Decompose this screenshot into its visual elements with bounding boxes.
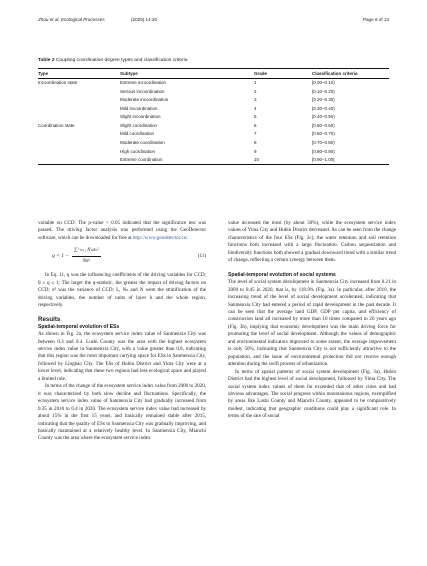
- table-cell-subtype: Serious incoordination: [120, 88, 165, 94]
- paragraph-ess-continued: value increased the most (by about 30%), while the ecosystem service index values of Yima City and Hubin District decreased. As can be seen from the change characteristics of the four ESs (Fig. 2c), the water retention and soil retention functions both increased with a large fluctuation. Carbon sequestration and biodiversity functions both showed a gradual downward trend with a similar trend of change, reflecting a certain synergy between them.: [228, 220, 396, 264]
- table-cell-criteria: [0.70–0.80): [312, 140, 335, 146]
- table-cell-type: [38, 104, 120, 113]
- table-cell-subtype: Moderate incoordination: [120, 97, 169, 103]
- table-row: [38, 147, 389, 156]
- table-cell-grade: 6: [254, 122, 257, 128]
- table-caption: [38, 58, 187, 63]
- table-cell-grade: 7: [254, 131, 257, 137]
- table-cell-type: [38, 96, 120, 105]
- journal-citation: Zhou et al. Ecological Processes: [38, 17, 105, 22]
- table-cell-grade: 10: [254, 156, 312, 165]
- table-header-row: [38, 69, 389, 79]
- table-cell-type: [38, 156, 120, 165]
- equation-lhs: q = 1 −: [52, 252, 70, 259]
- table-cell-grade: 5: [254, 114, 257, 120]
- table-row: [38, 96, 389, 105]
- paragraph-geodetector: variable on CCD. The p-value < 0.05 indicated that the significance test was passed. The driving factor analysis was performed using the GeoDetector software, which can be downloaded for free at http://www.geodetector.cn/.: [38, 220, 206, 241]
- equation-fraction: [72, 247, 101, 265]
- table-cell-subtype: Moderate coordination: [120, 140, 165, 146]
- classification-table: [38, 68, 389, 165]
- table-row: [38, 113, 389, 122]
- table-row: [38, 104, 389, 113]
- equation-denominator: Nσ²: [82, 258, 90, 264]
- table-cell-grade: 4: [254, 105, 257, 111]
- table-cell-type: Incoordination state: [38, 79, 78, 85]
- table-cell-type: Coordination state: [38, 122, 75, 128]
- table-cell-subtype: High coordination: [120, 148, 156, 154]
- equation-11: [38, 244, 206, 268]
- table-cell-subtype: Mild incoordination: [120, 105, 158, 111]
- subsection-heading-social: Spatial-temporal evolution of social systems: [228, 271, 336, 278]
- table-cell-criteria: [0.10–0.20): [312, 88, 335, 94]
- table-cell-subtype: Slight coordination: [120, 122, 158, 128]
- table-cell-criteria: [0.00–0.10): [312, 79, 335, 85]
- table-cell-criteria: [0.20–0.30): [312, 97, 335, 103]
- paragraph-ess-spatial: As shown in Fig. 2a, the ecosystem service index value of Sanmenxia City was between 0.3 and 0.4. Lushi County was the area with the highest ecosystem service index value in Sanmenxia City, with a value greater than 0.8, indicating that this region was the most important carrying space for ESs in Sanmenxia City, followed by Lingbao City. The ESs of Hubin District and Yima City were at a lower level, indicating that these two regions had less ecological space and played a limited role.: [38, 331, 206, 382]
- table-row: [38, 139, 389, 148]
- table-row: [38, 87, 389, 96]
- table-cell-subtype: Slight incoordination: [120, 114, 161, 120]
- table-cell-subtype: Extreme incoordination: [120, 79, 167, 85]
- running-header: [38, 17, 389, 27]
- table-cell-grade: 1: [254, 79, 257, 85]
- table-row: [38, 78, 389, 87]
- section-heading-results: Results: [38, 315, 61, 323]
- table-caption-text: Coupling coordination degree types and classification criteria: [55, 58, 188, 63]
- equation-numerator: ∑ᴸₕ₌₁ Nₕσₕ²: [72, 247, 101, 256]
- table-cell-type: [38, 130, 120, 139]
- table-row: [38, 130, 389, 139]
- right-column: [228, 220, 396, 421]
- table-cell-type: [38, 113, 120, 122]
- table-cell-criteria: [0.90–1.00]: [312, 156, 389, 165]
- table-cell-grade: 2: [254, 88, 257, 94]
- equation-number: (11): [197, 253, 206, 259]
- paragraph-social-spatial: In terms of spatial patterns of social system development (Fig. 3a), Hubin District had the highest level of social development, followed by Yima City. The social system index values of them far exceeded that of other cities and had obvious advantages. The social progress within mountainous regions, exemplified by areas like Lushi County and Mianchi County, appeared to be comparatively modest, indicating that geographic conditions could play a significant role. In terms of the rate of social: [228, 368, 396, 420]
- column-header-subtype: Subtype: [120, 69, 254, 79]
- table-cell-criteria: [0.40–0.50): [312, 114, 335, 120]
- table-cell-type: [38, 139, 120, 148]
- table-cell-type: [38, 87, 120, 96]
- column-header-type: Type: [38, 69, 120, 79]
- paragraph-social-temporal: The level of social system development in Sanmenxia City increased from 0.21 in 2000 to 0.45 in 2020, that is, by 118.9% (Fig. 3a). In particular, after 2010, the increasing trend of the level of social development accelerated, indicating that Sanmenxia City had entered a period of rapid development in the past decade. It can be seen that the average land GDP, GDP per capita, and efficiency of construction land all increased by more than 10 times compared to 20 years ago (Fig. 3b), implying that economic development was the main driving force for promoting the level of social development. Although the values of demographic and environmental indicators improved to some extent, the average improvement is only 50%, indicating that Sanmenxia City is not sufficiently attractive to the population, and the issue of environmental protection did not receive enough attention during the swift process of urbanization.: [228, 279, 396, 368]
- paragraph-ess-temporal: In terms of the change of the ecosystem service index value from 2000 to 2020, it was characterized by both slow decline and fluctuations. Specifically, the ecosystem service index value of Sanmenxia City had gradually increased from 0.35 in 2010 to 0.4 in 2020. The ecosystem service index value had increased by about 15% in the first 15 years, and basically remained stable after 2015, indicating that the quality of ESs in Sanmenxia City was gradually improving, and basically maintained at a relatively healthy level. In Sanmenxia City, Mianchi County was the area where the ecosystem service index: [38, 383, 206, 442]
- column-header-grade: Grade: [254, 69, 312, 79]
- table-cell-grade: 8: [254, 140, 257, 146]
- column-header-criteria: Classification criteria: [312, 69, 389, 79]
- volume-info: (2025) 14:20: [131, 17, 158, 22]
- table-cell-subtype: Mild coordination: [120, 131, 155, 137]
- table-row: [38, 156, 389, 165]
- table-cell-criteria: [0.50–0.60): [312, 122, 335, 128]
- table-cell-grade: 3: [254, 97, 257, 103]
- paragraph-equation-explanation: In Eq. 11, q was the influencing coefficients of the driving variables for CCD; 0 ≤ q ≤ 1; The larger the q-statistic, the greater the impact of driving factors on CCD; σ² was the variance of CCD; L, Nₕ and N were the stratification of the driving variables, the number of units of layer h and the whole region, respectively.: [38, 272, 206, 309]
- page-number: Page 6 of 13: [362, 17, 389, 22]
- table-cell-criteria: [0.60–0.70): [312, 131, 335, 137]
- geodetector-link[interactable]: http://www.geodetector.cn/: [132, 234, 188, 241]
- left-column: [38, 220, 206, 443]
- table-cell-type: [38, 147, 120, 156]
- table-label: Table 2: [38, 58, 55, 63]
- subsection-heading-ess: Spatial-temporal evolution of ESs: [38, 323, 120, 330]
- table-cell-subtype: Extreme coordination: [120, 156, 254, 165]
- table-cell-criteria: [0.80–0.90): [312, 148, 335, 154]
- table-row: [38, 121, 389, 130]
- table-cell-criteria: [0.30–0.40): [312, 105, 335, 111]
- table-cell-grade: 9: [254, 148, 257, 154]
